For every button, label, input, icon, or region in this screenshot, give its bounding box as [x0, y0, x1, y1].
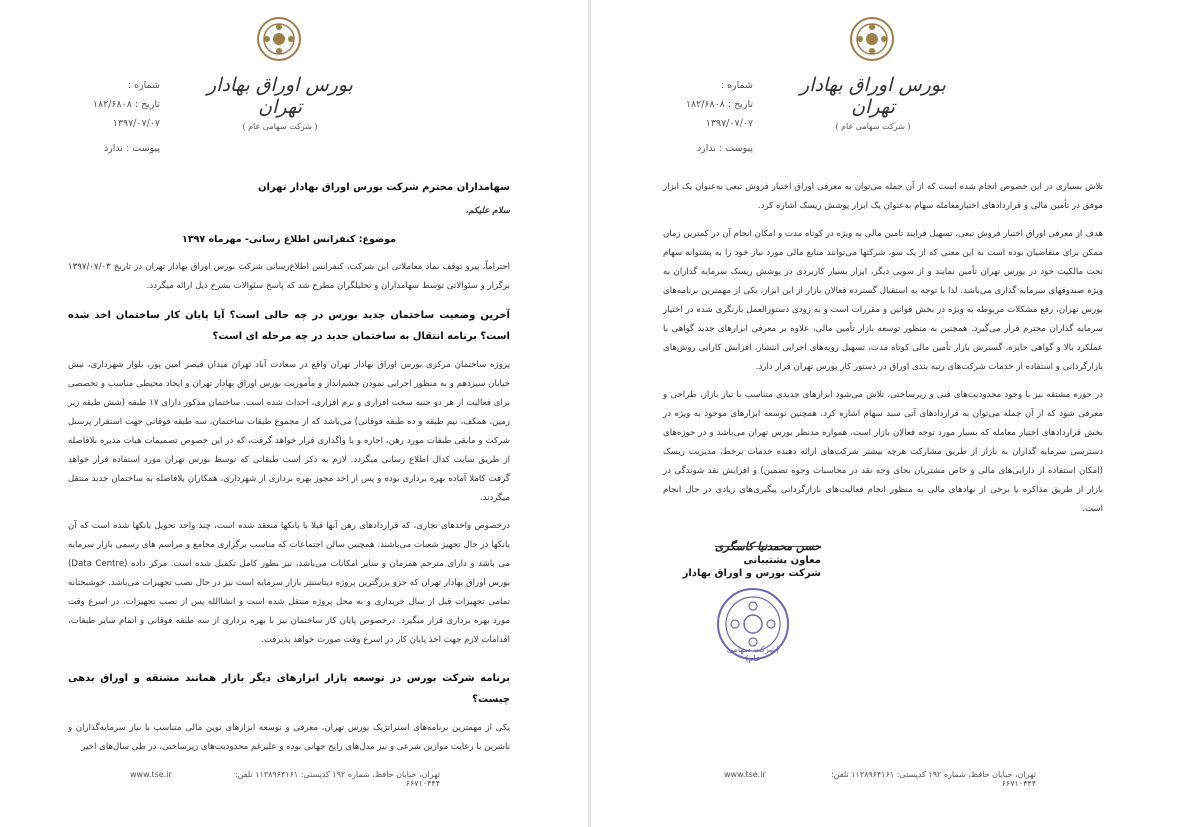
subject: موضوع: کنفرانس اطلاع رسانی- مهرماه ۱۳۹۷ — [182, 234, 396, 245]
letter-page-1 — [0, 0, 588, 827]
greeting: سلام علیکم، — [465, 206, 510, 216]
signature-block — [671, 540, 821, 579]
attach-label: پیوست : — [126, 143, 160, 154]
date-value-2: ۱۳۹۷/۰۷/۰۷ — [705, 118, 753, 129]
question-1: آخرین وضعیت ساختمان جدید بورس در چه حالی است؟ آیا پایان کار ساختمان اخذ شده است؟ برنامه انتقال به ساختمان جدید در چه مرحله ای است؟ — [68, 310, 510, 342]
letter-body-2 — [663, 178, 1103, 528]
attach-value: ندارد — [103, 143, 124, 154]
stamp-label: (شرکت سهامی عام) — [726, 645, 780, 663]
tse-emblem-icon-2 — [849, 16, 895, 62]
page2-paragraph-2: هدف از معرفی اوراق اختیار فروش تبعی، تسهیل فرایند تامین مالی به ویژه در کوتاه مدت و امکان انجام آن در کمترین زمان ممکن برای متقاضیان بوده است به این معنی که از یک سو، شرکتها می‌توانند منابع مالی مورد نیاز خود را به پشتوانه سهام تحت مالکیت خود در بورس تهران تأمین نمایند و از سویی دیگر، ابزار بسیار کاربردی در پوشش ریسک سرمایه گذاران به ویژه صندوقهای سرمایه گذاری می‌باشد. لذا با توجه به استقبال گسترده فعالان بازار از این ابزار، یکی از مهمترین برنامه‌های بورس تهران، رفع مشکلات مربوطه به ویژه در بخش قوانین و مقررات است و به زودی دستورالعمل بازنگری شده در اختیار سرمایه گذاران محترم قرار می‌گیرد. همچنین به منظور توسعه بازار تأمین مالی، علاوه بر معرفی ابزارهای جدید گواهی با عملکرد بالا و گواهی جایزه، گسترش بازار تأمین مالی کوتاه مدت، تسهیل رویه‌های اجرایی انتشار، افزایش کارایی روش‌های بازارگردانی و استفاده از خدمات شرکت‌های رتبه بندی اوراق در دستور کار بورس تهران قرار دارد. — [663, 229, 1103, 372]
footer-address-1: تهران، خیابان حافظ، شماره ۱۹۲ کدپستی: ۱۱۳۸۹۶۴۱۶۱ تلفن: ۶۶۷۱۰۴۴۴ — [234, 770, 440, 788]
page2-paragraph-1: تلاش بسیاری در این خصوص انجام شده است که از آن جمله می‌توان به معرفی اوراق اختیار فروش تبعی به‌عنوان یک ابزار موفق در تأمین مالی و قراردادهای اختیارمعامله سهام به‌عنوان یک ابزار پوشش ریسک اشاره کرد. — [663, 182, 1103, 211]
meta-block-2 — [653, 76, 753, 158]
tse-emblem-icon — [256, 16, 302, 62]
org-sub-2: ( شرکت سهامی عام ) — [835, 122, 911, 131]
answer-1-p2: درخصوص واحدهای تجاری، که قراردادهای رهن آنها قبلا با بانکها منعقد شده است، چند واحد تحویل بانکها شده است که آن بانکها در حال تجهیز شعبات می‌باشند. همچنین سالن اجتماعات که مناسب برگزاری مجامع و مراسم های رسمی بازار سرمایه می باشد و دارای مترجم همزمان و سایر امکانات می‌باشد، نیز بطور کامل تکمیل شده است. مرکز داده (Data Centre) بورس اوراق بهادار تهران که جزو بزرگترین پروژه دیتاسنتر بازار سرمایه است نیز در حال نصب تجهیزات می‌باشد. خوشبختانه تمامی تجهیزات قبل از سال خریداری و به محل پروژه منتقل شده است و انشاالله پس از نصب تجهیزات، در اسرع وقت مورد بهره برداری قرار میگیرد. درخصوص پایان کار ساختمان نیز با بهره برداری از سه طبقه فوقانی و اتمام سایر طبقات، اقدامات لازم جهت اخذ پایان کار در اسرع وقت صورت خواهد پذیرفت. — [68, 521, 510, 645]
answer-1-p1: پروژه ساختمان مرکزی بورس اوراق بهادار تهران واقع در سعادت آباد تهران میدان قیصر امین پور، بلوار شهرداری، نبش خیابان سیزدهم و به منظور اجرایی نمودن چشم‌انداز و مأموریت بورس اوراق بهادار تهران و ایجاد محیطی مناسب و تخصصی برای فعالیت از هر دو جنبه سخت افزاری و نرم افزاری، احداث شده است. ساختمان مذکور دارای ۱۷ طبقه (شش طبقه زیر زمین، همکف، نیم طبقه و ده طبقه فوقانی) می‌باشد که از مجموع طبقات ساختمان، سه طبقه فوقانی جهت استقرار پرسنل شرکت و مابقی طبقات مورد رهن، اجاره و یا واگذاری قرار خواهد گرفت، که در این خصوص تصمیمات هیات مدیره بلافاصله از طریق سایت کدال اطلاع رسانی میگردد. لازم به ذکر است طبقاتی که توسط بورس تهران مورد استفاده قرار خواهد گرفت کاملا آماده بهره برداری بوده و پس از اخذ مجوز بهره برداری از شهرداری، همکاران بلافاصله به ساختمان جدید منتقل میگردند. — [68, 360, 510, 503]
intro-paragraph: احتراماً، پیرو توقف نماد معاملاتی این شرکت، کنفرانس اطلاع‌رسانی شرکت بورس اوراق بهادار تهران در تاریخ ۱۳۹۷/۰۷/۰۳ برگزار و سئوالاتی توسط سهامداران و تحلیلگران مطرح شد که پاسخ سئوالات بشرح ذیل ارائه میگردد. — [68, 262, 510, 291]
date-label-2: تاریخ : — [727, 99, 753, 110]
org-name: بورس اوراق بهادار تهران — [207, 74, 353, 118]
date-label: تاریخ : — [134, 99, 160, 110]
date-value: ۱۳۹۷/۰۷/۰۷ — [112, 118, 160, 129]
attach-value-2: ندارد — [696, 143, 717, 154]
footer-website-2: www.tse.ir — [724, 770, 766, 779]
attach-label-2: پیوست : — [719, 143, 753, 154]
number-value: ۱۸۲/۶۸۰۸ — [92, 99, 132, 110]
letter-page-2 — [591, 0, 1179, 827]
signer-title: معاون پشتیبانی — [743, 555, 821, 566]
signer-org: شرکت بورس و اوراق بهادار — [682, 568, 821, 579]
signer-name: حسن محمدنیا کاسگری — [714, 540, 821, 553]
letter-body-1 — [68, 178, 510, 766]
page2-paragraph-3: در حوزه مشتقه نیز با وجود محدودیت‌های فنی و زیرساختی، تلاش می‌شود ابزارهای جدیدی متناسب با نیاز بازار، طراحی و معرفی شود که از آن جمله می‌توان به قراردادهای آتی سبد سهام اشاره کرد. همچنین توسعه ابزارهای موجود به ویژه در بخش قراردادهای اختیار معامله که بسیار مورد توجه فعالان بازار است، همواره مدنظر بورس تهران می‌باشد و در حوزه‌های دسترسی سرمایه گذاران به بازار از طریق مشارکت هرچه بیشتر شرکت‌های ارائه دهنده خدمات برخط، مدیریت ریسک (امکان استفاده از دارایی‌های مالی و خاص مشتریان بجای وجه نقد در محاسبات وجوه تضمین) و افزایش نقد شوندگی در بازار از طریق مذاکره با برخی از نهادهای مالی به منظور انجام فعالیت‌های بازارگردانی پیگیری‌های زیادی در حال انجام است. — [663, 390, 1103, 514]
org-sub: ( شرکت سهامی عام ) — [242, 122, 318, 131]
number-value-2: ۱۸۲/۶۸۰۸ — [685, 99, 725, 110]
footer-address-2: تهران، خیابان حافظ، شماره ۱۹۲ کدپستی: ۱۱۳۸۹۶۴۱۶۱ تلفن: ۶۶۷۱۰۴۴۴ — [830, 770, 1036, 788]
answer-2-p1: یکی از مهمترین برنامه‌های استراتژیک بورس تهران، معرفی و توسعه ابزارهای نوین مالی متناسب با نیاز سرمایه‌گذاران و ناشرین با رعایت موازین شرعی و نیز مدل‌های رایج جهانی بوده و علیرغم محدودیت‌های زیرساختی، در طی سال‌های اخیر — [68, 723, 510, 752]
number-label-2: شماره : — [720, 80, 753, 91]
addressee: سهامداران محترم شرکت بورس اوراق بهادار تهران — [258, 182, 510, 193]
org-brand — [200, 74, 360, 131]
org-brand-2 — [793, 74, 953, 131]
number-label: شماره : — [127, 80, 160, 91]
meta-block — [60, 76, 160, 158]
footer-website-1: www.tse.ir — [130, 770, 172, 779]
question-2: برنامه شرکت بورس در توسعه بازار ابزارهای دیگر بازار همانند مشتقه و اوراق بدهی چیست؟ — [68, 673, 510, 705]
org-name-2: بورس اوراق بهادار تهران — [800, 74, 946, 118]
